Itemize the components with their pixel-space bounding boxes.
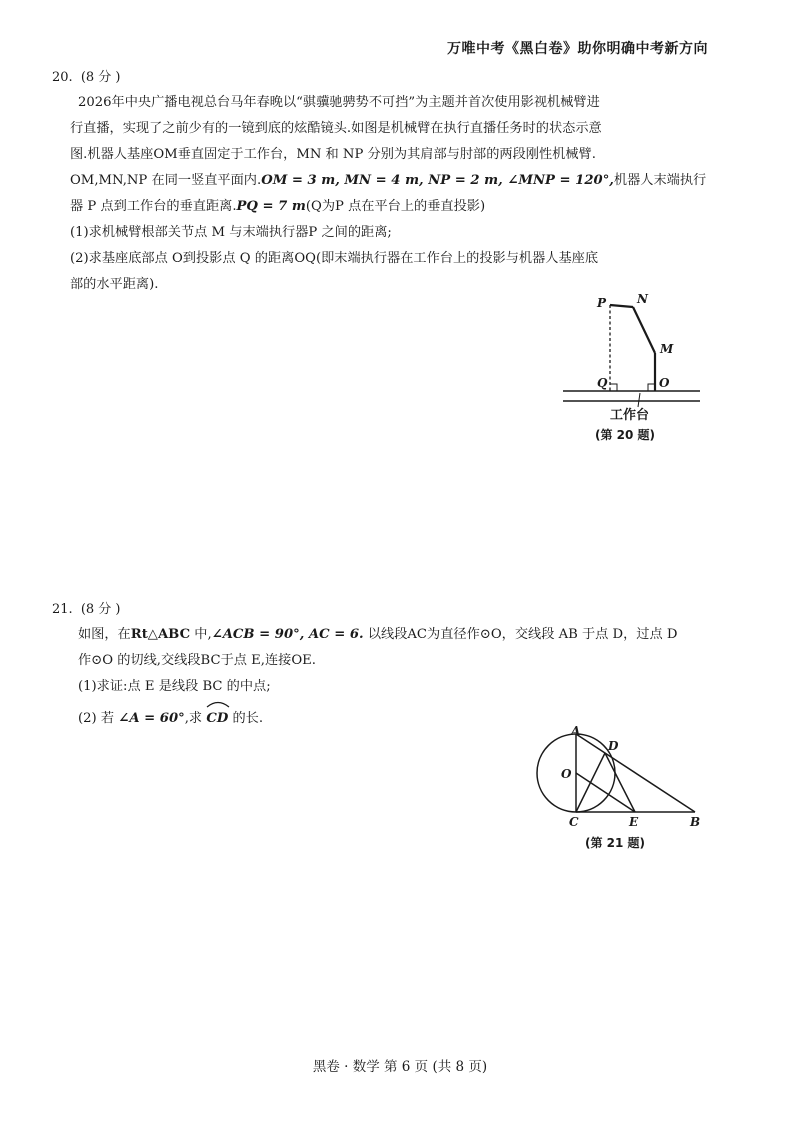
q21-score: (8 分 ) (80, 602, 121, 617)
q20-line-5 (70, 194, 708, 220)
q21-tangent-de (605, 753, 635, 812)
q20-body (70, 90, 708, 298)
q21-label-a: A (571, 725, 581, 738)
q21-angle-a: ∠A = 60° (118, 711, 185, 726)
q21-arc-cd-label: CD (206, 711, 229, 726)
q20-line-5-suffix: (Q为P 点在平台上的垂直投影) (305, 199, 486, 214)
page-header-title: 万唯中考《黑白卷》助你明确中考新方向 (447, 41, 708, 57)
q21-arc-cd (206, 704, 228, 732)
q20-given-values: OM = 3 m, MN = 4 m, NP = 2 m, ∠MNP = 120°, (261, 173, 614, 188)
q21-line-2: 作⊙O 的切线,交线段BC于点 E,连接OE. (78, 653, 316, 668)
q21-line-1-mid: 中, (190, 627, 212, 642)
q20-number: 20. (52, 70, 73, 85)
q20-line-2: 行直播，实现了之前少有的一镜到底的炫酷镜头.如图是机械臂在执行直播任务时的状态示意 (70, 121, 602, 136)
q20-platform-pointer (638, 393, 640, 407)
q21-part-2-suffix: 的长. (232, 711, 264, 726)
q20-line-4-prefix: OM,MN,NP 在同一竖直平面内. (70, 173, 262, 188)
q20-line-4-suffix: 机器人末端执行 (613, 173, 707, 188)
q20-label-q: Q (597, 376, 608, 390)
q21-label-o: O (561, 767, 572, 781)
q21-heading (52, 598, 121, 617)
q20-figure-robot-arm (555, 285, 715, 445)
q20-score: (8 分 ) (80, 70, 121, 85)
q20-right-angle-q (610, 384, 617, 391)
q21-triangle: Rt△ABC (130, 627, 191, 642)
q21-body (78, 622, 708, 732)
arc-mark-icon (206, 700, 230, 708)
q20-label-n: N (637, 292, 648, 306)
q20-platform-label: 工作台 (610, 408, 650, 423)
q21-figure-circle-triangle (530, 725, 710, 855)
q21-part-2-prefix: (2) 若 (78, 711, 115, 726)
q21-label-d: D (608, 739, 619, 753)
page-footer: 黑卷 · 数学 第 6 页 (共 8 页) (312, 1059, 488, 1075)
q20-line-5-prefix: 器 P 点到工作台的垂直距离. (70, 199, 237, 214)
q20-part-2-line-2: 部的水平距离). (70, 277, 159, 292)
q20-label-p: P (597, 296, 607, 310)
q20-arm-np (610, 305, 633, 307)
q20-part-1: (1)求机械臂根部关节点 M 与末端执行器P 之间的距离; (70, 225, 392, 240)
q20-figure-caption: (第 20 题) (595, 428, 656, 442)
q21-label-e: E (629, 815, 639, 829)
q21-label-c: C (569, 815, 579, 829)
q21-given-values: ∠ACB = 90°, AC = 6. (211, 627, 364, 642)
q20-line-3: 图.机器人基座OM垂直固定于工作台，MN 和 NP 分别为其肩部与肘部的两段刚性机械臂. (70, 147, 596, 162)
q20-arm-mn (633, 307, 655, 353)
q21-segment-ab (576, 734, 695, 812)
q20-label-o: O (659, 376, 670, 390)
q20-line-1: 2026年中央广播电视总台马年春晚以“骐骥驰骋势不可挡”为主题并首次使用影视机械臂进 (78, 95, 600, 110)
q20-pq-value: PQ = 7 m (236, 199, 306, 214)
q21-figure-caption: (第 21 题) (585, 836, 646, 850)
q20-line-4 (70, 168, 708, 194)
q20-label-m: M (660, 342, 674, 356)
q20-heading (52, 66, 121, 85)
q21-part-2-mid: ,求 (184, 711, 203, 726)
q21-part-1: (1)求证:点 E 是线段 BC 的中点; (78, 679, 271, 694)
q21-line-1-prefix: 如图，在 (78, 627, 131, 642)
q21-number: 21. (52, 602, 73, 617)
q21-line-1 (78, 622, 708, 648)
q21-label-b: B (690, 815, 701, 829)
q20-part-2-line-1: (2)求基座底部点 O到投影点 Q 的距离OQ(即末端执行器在工作台上的投影与机器人基座底 (70, 251, 599, 266)
q21-line-1-suffix: 以线段AC为直径作⊙O，交线段 AB 于点 D，过点 D (363, 627, 678, 642)
